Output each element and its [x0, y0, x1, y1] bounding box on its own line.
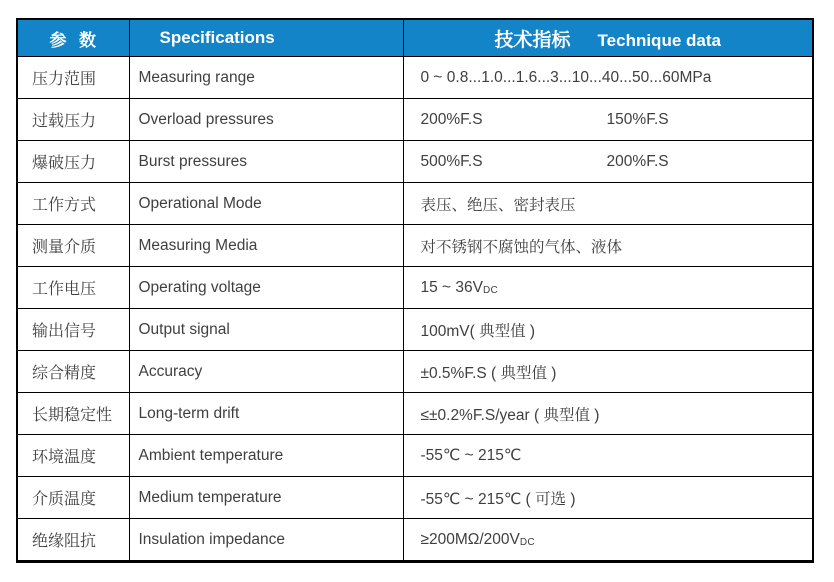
header-parameter-label: 参 数 [49, 30, 97, 50]
param-value: 500%F.S [420, 152, 483, 170]
param-name-en: Insulation impedance [129, 519, 403, 562]
param-name-cn: 环境温度 [17, 435, 129, 477]
param-value-cell [403, 267, 813, 309]
table-row-insulation-impedance [17, 519, 813, 562]
param-value-cell [403, 141, 813, 183]
header-cell-parameter [17, 19, 129, 57]
param-value: -55℃ ~ 215℃ [420, 447, 522, 464]
table-row-medium-temperature [17, 477, 813, 519]
param-name-en: Measuring Media [129, 225, 403, 267]
param-value: 对不锈钢不腐蚀的气体、液体 [420, 238, 623, 256]
table-row-long-term-drift [17, 393, 813, 435]
param-value-secondary: 200%F.S [606, 152, 669, 170]
header-cell-specifications [129, 19, 403, 57]
specifications-table [16, 18, 814, 563]
param-value-cell [403, 435, 813, 477]
param-value-cell [403, 225, 813, 267]
param-value: ≤±0.2%F.S/year ( 典型值 ) [420, 406, 600, 424]
param-value-subscript: DC [482, 284, 499, 296]
param-name-en: Operating voltage [129, 267, 403, 309]
param-value: 200%F.S [420, 110, 483, 128]
param-value-cell [403, 477, 813, 519]
param-value: -55℃ ~ 215℃ ( 可选 ) [420, 490, 576, 508]
param-value-cell [403, 393, 813, 435]
header-technique-en-label: Technique data [597, 30, 721, 50]
param-name-cn: 过载压力 [17, 99, 129, 141]
param-value: 0 ~ 0.8...1.0...1.6...3...10...40...50...60MPa [420, 68, 712, 86]
param-name-en: Overload pressures [129, 99, 403, 141]
header-specifications-label: Specifications [159, 28, 275, 47]
param-value-cell [403, 57, 813, 99]
param-value-subscript: DC [519, 536, 535, 548]
param-name-en: Operational Mode [129, 183, 403, 225]
param-name-cn: 综合精度 [17, 351, 129, 393]
table-row-overload-pressures [17, 99, 813, 141]
param-name-cn: 爆破压力 [17, 141, 129, 183]
param-name-cn: 测量介质 [17, 225, 129, 267]
param-value: 15 ~ 36V [420, 278, 483, 296]
table-header-row [17, 19, 813, 57]
table-row-measuring-media [17, 225, 813, 267]
param-value: 100mV( 典型值 ) [420, 322, 536, 340]
table-row-accuracy [17, 351, 813, 393]
param-name-cn: 工作电压 [17, 267, 129, 309]
table-row-operational-mode [17, 183, 813, 225]
param-name-cn: 输出信号 [17, 309, 129, 351]
header-cell-technique-data [403, 19, 813, 57]
param-value-cell [403, 99, 813, 141]
param-value: ≥200MΩ/200V [420, 530, 520, 548]
param-name-en: Output signal [129, 309, 403, 351]
param-value: ±0.5%F.S ( 典型值 ) [420, 364, 557, 382]
param-value-cell [403, 309, 813, 351]
param-name-en: Accuracy [129, 351, 403, 393]
header-technique-group [495, 25, 721, 52]
param-name-en: Medium temperature [129, 477, 403, 519]
param-name-cn: 介质温度 [17, 477, 129, 519]
table-row-output-signal [17, 309, 813, 351]
param-value-cell [403, 351, 813, 393]
table-row-ambient-temperature [17, 435, 813, 477]
table-row-measuring-range [17, 57, 813, 99]
header-technique-cn-label: 技术指标 [494, 29, 571, 51]
param-name-cn: 长期稳定性 [17, 393, 129, 435]
param-value-cell [403, 183, 813, 225]
param-value-cell [403, 519, 813, 562]
param-value-secondary: 150%F.S [606, 110, 669, 128]
param-name-en: Burst pressures [129, 141, 403, 183]
param-name-en: Measuring range [129, 57, 403, 99]
param-name-en: Ambient temperature [129, 435, 403, 477]
param-value: 表压、绝压、密封表压 [420, 196, 576, 214]
table-row-burst-pressures [17, 141, 813, 183]
table-row-operating-voltage [17, 267, 813, 309]
param-name-en: Long-term drift [129, 393, 403, 435]
param-name-cn: 工作方式 [17, 183, 129, 225]
param-name-cn: 绝缘阻抗 [17, 519, 129, 562]
param-name-cn: 压力范围 [17, 57, 129, 99]
